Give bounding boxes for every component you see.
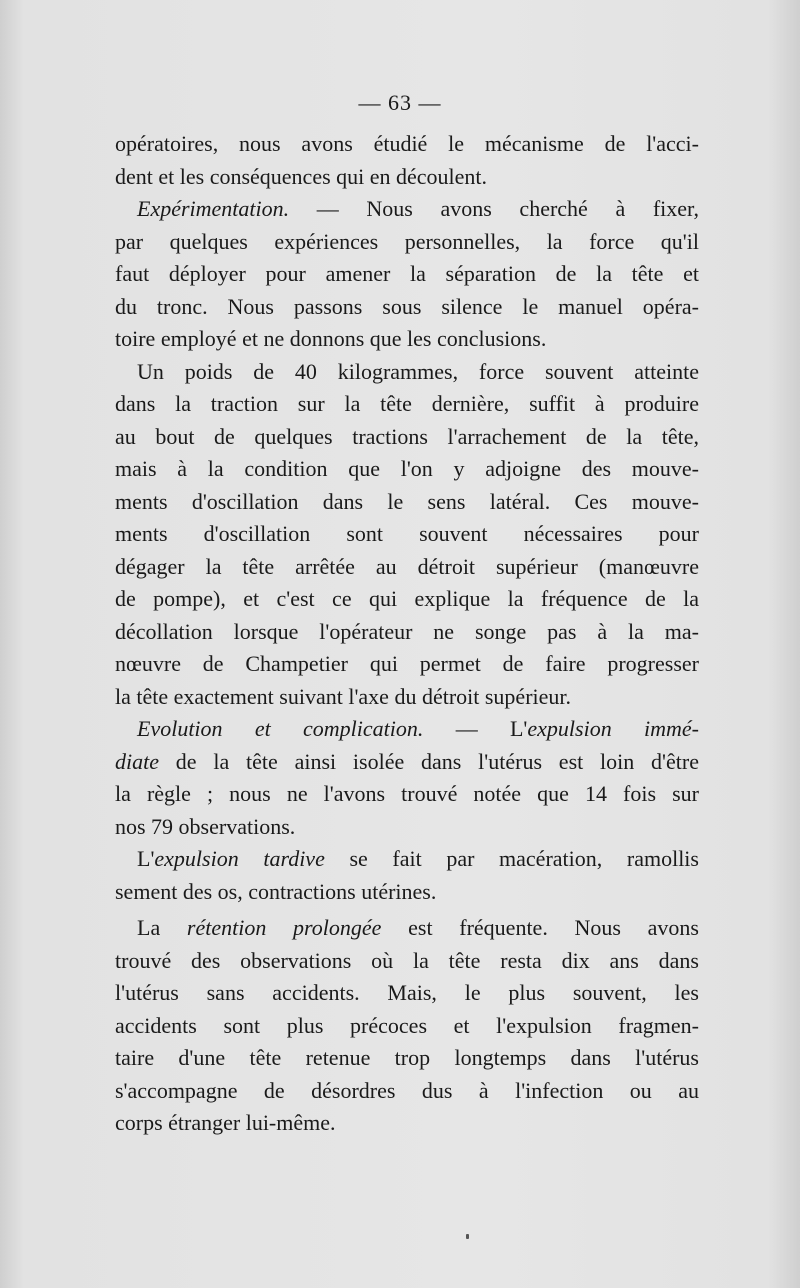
text-line (115, 1010, 699, 1043)
text-line (115, 226, 699, 259)
text-run: dans la traction sur la tête dernière, suffit à produire (115, 391, 699, 416)
text-line (115, 746, 699, 779)
text-run: se fait par macération, ramollis (324, 846, 699, 871)
text-line (115, 486, 699, 519)
text-line (115, 193, 699, 226)
text-run: — L' (423, 716, 528, 741)
text-line (115, 648, 699, 681)
text-line (115, 258, 699, 291)
text-run: de pompe), et c'est ce qui explique la fréquence de la (115, 586, 699, 611)
paper-speck (466, 1234, 469, 1239)
text-line (115, 583, 699, 616)
text-run: Un poids de 40 kilogrammes, force souvent atteinte (137, 358, 699, 384)
text-run: trouvé des observations où la tête resta dix ans dans (115, 947, 699, 973)
text-line (115, 421, 699, 454)
text-run: la tête exactement suivant l'axe du détroit supérieur. (115, 683, 572, 709)
text-run: — Nous avons cherché à fixer, (289, 196, 699, 221)
italic-run: rétention prolongée (186, 915, 382, 940)
text-run: toire employé et ne donnons que les conclusions. (115, 326, 547, 351)
text-run: au bout de quelques tractions l'arrachement de la tête, (115, 423, 699, 449)
text-line (115, 453, 699, 486)
text-line (115, 876, 699, 909)
text-run: accidents sont plus précoces et l'expulsion fragmen- (115, 1012, 699, 1038)
text-line (115, 1107, 699, 1140)
text-line (115, 945, 699, 978)
italic-run: expulsion tardive (154, 846, 325, 871)
text-run: nos 79 observations. (115, 813, 296, 839)
italic-run: diate (115, 748, 159, 774)
text-line (115, 551, 699, 584)
text-line (115, 843, 699, 876)
text-run: de la tête ainsi isolée dans l'utérus est loin d'être (159, 748, 699, 774)
text-line (115, 616, 699, 649)
text-run: ments d'oscillation sont souvent nécessaires pour (115, 521, 699, 546)
text-run: L' (137, 846, 155, 871)
page-number: — 63 — (358, 90, 442, 115)
text-line (115, 291, 699, 324)
italic-run: expulsion immé- (527, 716, 700, 741)
text-line (115, 1075, 699, 1108)
text-run: du tronc. Nous passons sous silence le manuel opéra- (115, 293, 699, 319)
italic-run: Expérimentation. (137, 196, 290, 221)
text-line (115, 1042, 699, 1075)
text-run: sement des os, contractions utérines. (115, 878, 437, 904)
text-line (115, 977, 699, 1010)
text-run: l'utérus sans accidents. Mais, le plus souvent, les (115, 980, 699, 1005)
text-run: faut déployer pour amener la séparation de la tête et (115, 261, 699, 286)
italic-run: Evolution et complication. (137, 716, 424, 741)
text-run: la règle ; nous ne l'avons trouvé notée que 14 fois sur (115, 781, 699, 806)
text-run: dent et les conséquences qui en découlent. (115, 163, 488, 189)
text-line (115, 128, 699, 161)
body-text (115, 128, 699, 1140)
text-line (115, 681, 699, 714)
text-run: taire d'une tête retenue trop longtemps dans l'utérus (115, 1045, 699, 1070)
text-line (115, 713, 699, 746)
text-line (115, 811, 699, 844)
text-run: ments d'oscillation dans le sens latéral. Ces mouve- (115, 488, 699, 514)
text-run: corps étranger lui-même. (115, 1110, 336, 1135)
text-line (115, 161, 699, 194)
text-line (115, 912, 699, 945)
text-line (115, 778, 699, 811)
text-run: par quelques expériences personnelles, la force qu'il (115, 228, 699, 254)
text-run: est fréquente. Nous avons (381, 915, 699, 940)
text-run: nœuvre de Champetier qui permet de faire progresser (115, 651, 699, 676)
text-run: s'accompagne de désordres dus à l'infection ou au (115, 1077, 699, 1103)
text-run: mais à la condition que l'on y adjoigne des mouve- (115, 456, 699, 481)
text-line (115, 323, 699, 356)
text-run: La (137, 915, 187, 940)
text-run: opératoires, nous avons étudié le mécanisme de l'acci- (115, 131, 699, 156)
text-line (115, 388, 699, 421)
text-line (115, 356, 699, 389)
text-run: décollation lorsque l'opérateur ne songe pas à la ma- (115, 618, 699, 644)
text-line (115, 518, 699, 551)
text-run: dégager la tête arrêtée au détroit supérieur (manœuvre (115, 553, 699, 579)
